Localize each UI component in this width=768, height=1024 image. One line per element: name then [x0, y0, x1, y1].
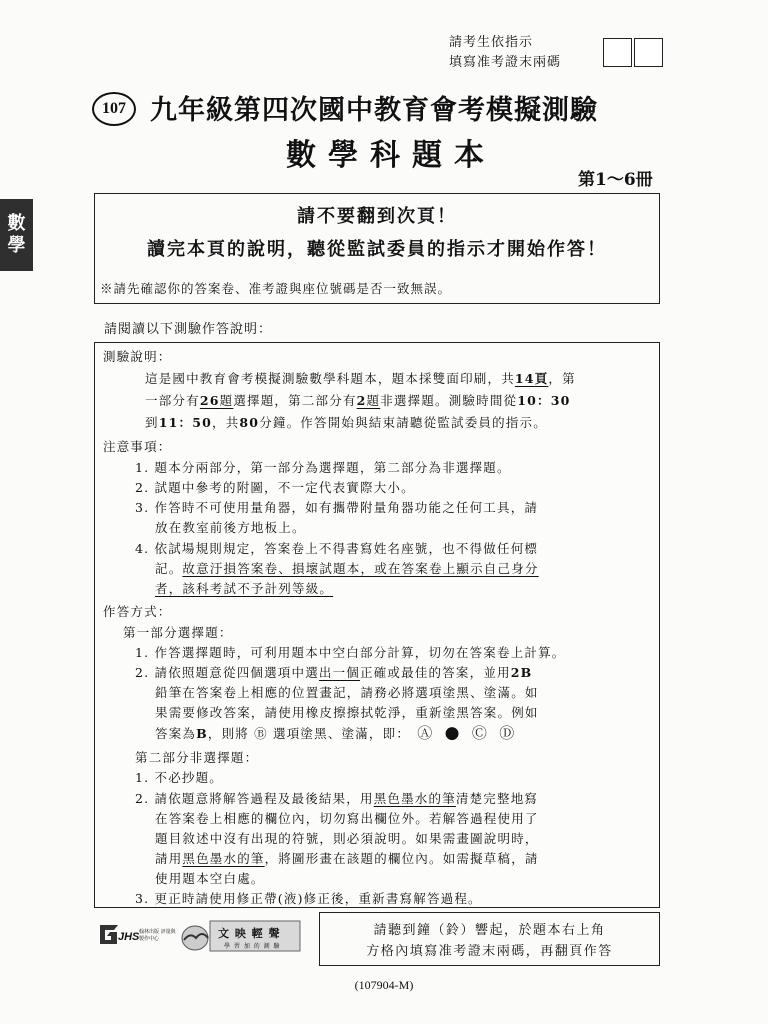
note-3-line-2: 放在教室前後方地板上。: [155, 520, 306, 535]
warning-line-3: ※請先確認你的答案卷、准考證與座位號碼是否一致無誤。: [100, 281, 452, 296]
test-info-line-1: 這是國中教育會考模擬測驗數學科題本，題本採雙面印刷，共14頁，第: [145, 371, 576, 386]
answer-method-heading: 作答方式：: [103, 604, 172, 619]
example-choice-d: Ⓓ: [499, 724, 516, 742]
warning-line-2: 讀完本頁的說明，聽從監試委員的指示才開始作答！: [147, 239, 607, 260]
volume-range: 第1～6冊: [578, 170, 653, 190]
note-4-line-2: 記。故意汙損答案卷、損壞試題本，或在答案卷上顯示自己身分: [155, 561, 539, 576]
part2-item-2-line-2: 在答案卷上相應的欄位內，切勿寫出欄位外。若解答過程使用了: [155, 811, 539, 826]
side-tab-char-1: 數: [7, 213, 26, 234]
instructions-box: [94, 342, 660, 908]
read-hint: 請閱讀以下測驗作答說明：: [104, 322, 273, 337]
logo-right-subtext: 學 習 加 的 測 驗: [224, 943, 281, 950]
logo-mark-text: JHS: [118, 931, 140, 943]
part1-heading: 第一部分選擇題：: [123, 625, 233, 640]
exam-id-digit-box-1[interactable]: [603, 38, 632, 67]
exam-id-digit-box-2[interactable]: [634, 38, 663, 67]
example-choice-c: Ⓒ: [471, 724, 489, 742]
part2-item-1: 1. 不必抄題。: [135, 770, 223, 785]
part2-heading: 第二部分非選擇題：: [135, 750, 259, 765]
subject-side-tab: [0, 199, 33, 271]
test-info-heading: 測驗說明：: [103, 349, 172, 364]
part2-item-2-line-4: 請用黑色墨水的筆，將圖形畫在該題的欄位內。如需擬草稿，請: [155, 851, 539, 866]
part1-item-2-line-2: 鉛筆在答案卷上相應的位置畫記，請務必將選項塗黑、塗滿。如: [155, 685, 539, 700]
part1-item-1: 1. 作答選擇題時，可利用題本中空白部分計算，切勿在答案卷上計算。: [135, 645, 566, 660]
test-info-line-3: 到11：50，共80分鐘。作答開始與結束請聽從監試委員的指示。: [145, 415, 547, 430]
notes-heading: 注意事項：: [103, 439, 172, 454]
part1-item-2-line-1: 2. 請依照題意從四個選項中選出一個正確或最佳的答案，並用2B: [135, 665, 533, 680]
bottom-instruction-line-2: 方格內填寫准考證末兩碼，再翻頁作答: [366, 944, 613, 959]
logo-gt-mark: [100, 925, 118, 944]
example-choice-a: Ⓐ: [417, 724, 434, 742]
part2-item-2-line-3: 題目敘述中沒有出現的符號，則必須說明。如果需畫圖說明時，: [155, 831, 539, 846]
note-2: 2. 試題中參考的附圖，不一定代表實際大小。: [135, 480, 415, 495]
note-1: 1. 題本分兩部分，第一部分為選擇題，第二部分為非選擇題。: [135, 460, 511, 475]
logo-left-text: 翰林出版 評量與製作中心: [139, 929, 176, 942]
note-4-line-3: 者，該科考試不予計列等級。: [155, 581, 334, 596]
logo-right-text: 文 映 輕 聲: [218, 927, 281, 940]
example-choice-b-filled: ●: [444, 723, 461, 743]
part2-item-2-line-1: 2. 請依題意將解答過程及最後結果，用黑色墨水的筆清楚完整地寫: [135, 791, 539, 806]
document-code: (107904-M): [354, 978, 414, 992]
warning-line-1: 請不要翻到次頁！: [297, 206, 457, 227]
part2-item-3: 3. 更正時請使用修正帶(液)修正後，重新書寫解答過程。: [135, 891, 482, 906]
part2-item-2-line-5: 使用題本空白處。: [155, 871, 265, 886]
bottom-instruction-box: [319, 912, 660, 966]
side-tab-char-2: 學: [7, 235, 26, 256]
test-info-line-2: 一部分有26題選擇題，第二部分有2題非選擇題。測驗時間從10：30: [145, 393, 571, 408]
exam-title: 九年級第四次國中教育會考模擬測驗: [150, 95, 598, 126]
bottom-instruction-line-1: 請聽到鐘（鈴）響起，於題本右上角: [373, 923, 606, 938]
note-4-line-1: 4. 依試場規則規定，答案卷上不得書寫姓名座號，也不得做任何標: [135, 541, 539, 556]
year-badge: 107: [92, 92, 136, 126]
subject-title: 數學科題本: [286, 138, 496, 173]
warning-box: [94, 193, 660, 304]
exam-id-instruction-line2: 填寫准考證末兩碼: [449, 55, 562, 70]
exam-id-instruction-line1: 請考生依指示: [449, 35, 534, 50]
part1-item-2-line-3: 果需要修改答案，請使用橡皮擦擦拭乾淨，重新塗黑答案。例如: [155, 705, 539, 720]
part1-item-2-line-4: 答案為B，則將 Ⓑ 選項塗黑、塗滿，即： Ⓐ ● Ⓒ Ⓓ: [155, 723, 516, 743]
note-3-line-1: 3. 作答時不可使用量角器，如有攜帶附量角器功能之任何工具，請: [135, 500, 539, 515]
publisher-logo: [94, 917, 302, 955]
exam-id-instruction: [449, 33, 599, 73]
